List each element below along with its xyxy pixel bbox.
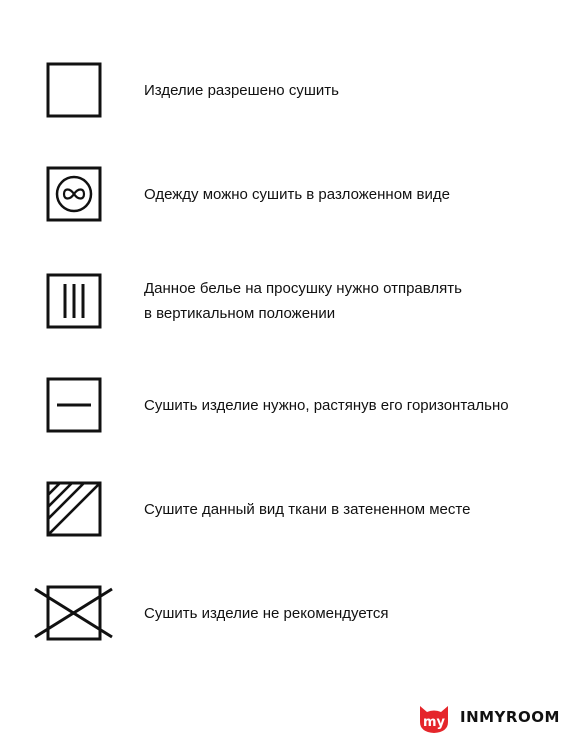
brand-name: INMYROOM (460, 708, 560, 726)
care-item-label: Одежду можно сушить в разложенном виде (144, 186, 450, 203)
care-item-label: Сушить изделие нужно, растянув его горизонтально (144, 397, 509, 414)
three-vertical-lines-in-square-icon (30, 271, 116, 331)
shaded-corner-square-icon (30, 479, 116, 539)
square-drying-icon (30, 60, 116, 120)
care-item-label-line-2: в вертикальном положении (144, 305, 336, 322)
care-item-label: Изделие разрешено сушить (144, 82, 339, 99)
care-item-label: Сушите данный вид ткани в затененном месте (144, 501, 471, 518)
svg-text:my: my (422, 715, 446, 730)
care-item-label (144, 276, 462, 326)
horizontal-line-in-square-icon (30, 375, 116, 435)
brand-logo-block (416, 700, 576, 736)
care-item-label-line-1: Данное белье на просушку нужно отправлять (144, 280, 462, 297)
infinity-circle-in-square-icon (30, 164, 116, 224)
crossed-square-icon (30, 583, 116, 643)
care-item-label: Сушить изделие не рекомендуется (144, 605, 389, 622)
inmyroom-logo-icon (416, 700, 452, 736)
